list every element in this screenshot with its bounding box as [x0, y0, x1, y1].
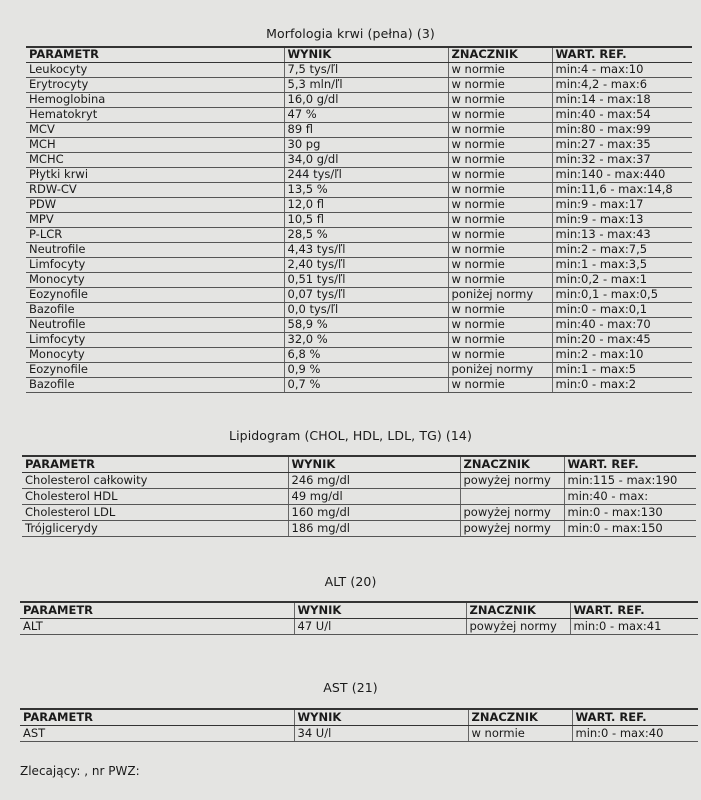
cell-param: MCV	[26, 122, 284, 137]
cell-ref: min:1 - max:3,5	[552, 257, 692, 272]
cell-ref: min:115 - max:190	[564, 472, 696, 488]
table-row	[26, 287, 692, 302]
column-header-flag: ZNACZNIK	[448, 47, 552, 62]
cell-flag: w normie	[448, 197, 552, 212]
cell-ref: min:1 - max:5	[552, 362, 692, 377]
cell-ref: min:32 - max:37	[552, 152, 692, 167]
cell-result: 244 tys/ľl	[284, 167, 448, 182]
table-row	[26, 62, 692, 77]
cell-flag: w normie	[448, 107, 552, 122]
cell-ref: min:0,1 - max:0,5	[552, 287, 692, 302]
cell-ref: min:40 - max:54	[552, 107, 692, 122]
cell-flag: w normie	[448, 212, 552, 227]
cell-param: Limfocyty	[26, 257, 284, 272]
column-header-param: PARAMETR	[20, 602, 294, 618]
cell-param: Bazofile	[26, 302, 284, 317]
cell-flag: powyżej normy	[460, 504, 564, 520]
cell-flag: w normie	[448, 122, 552, 137]
cell-param: MPV	[26, 212, 284, 227]
cell-param: Eozynofile	[26, 362, 284, 377]
cell-flag: w normie	[448, 167, 552, 182]
cell-result: 28,5 %	[284, 227, 448, 242]
cell-param: Leukocyty	[26, 62, 284, 77]
cell-param: ALT	[20, 618, 294, 634]
cell-result: 89 fl	[284, 122, 448, 137]
cell-param: Płytki krwi	[26, 167, 284, 182]
ordering-physician: Zlecający: , nr PWZ:	[20, 764, 140, 778]
cell-ref: min:0,2 - max:1	[552, 272, 692, 287]
table-header-row	[20, 602, 698, 618]
section-title: Morfologia krwi (pełna) (3)	[266, 26, 435, 41]
cell-param: Cholesterol LDL	[22, 504, 288, 520]
cell-param: RDW-CV	[26, 182, 284, 197]
cell-ref: min:2 - max:7,5	[552, 242, 692, 257]
cell-flag: w normie	[448, 272, 552, 287]
table-row	[26, 182, 692, 197]
cell-param: Monocyty	[26, 272, 284, 287]
table-row	[26, 77, 692, 92]
cell-result: 47 %	[284, 107, 448, 122]
cell-result: 5,3 mln/ľl	[284, 77, 448, 92]
cell-flag: w normie	[468, 725, 572, 741]
cell-ref: min:0 - max:2	[552, 377, 692, 392]
cell-result: 47 U/l	[294, 618, 466, 634]
column-header-ref: WART. REF.	[572, 709, 698, 725]
column-header-ref: WART. REF.	[564, 456, 696, 472]
table-header-row	[22, 456, 696, 472]
cell-param: Neutrofile	[26, 242, 284, 257]
table-row	[20, 618, 698, 634]
cell-ref: min:0 - max:40	[572, 725, 698, 741]
cell-result: 34,0 g/dl	[284, 152, 448, 167]
cell-flag: w normie	[448, 77, 552, 92]
cell-ref: min:9 - max:17	[552, 197, 692, 212]
column-header-flag: ZNACZNIK	[460, 456, 564, 472]
cell-result: 4,43 tys/ľl	[284, 242, 448, 257]
table-row	[26, 122, 692, 137]
cell-flag: w normie	[448, 92, 552, 107]
table-row	[26, 167, 692, 182]
column-header-ref: WART. REF.	[552, 47, 692, 62]
cell-flag: w normie	[448, 347, 552, 362]
cell-result: 10,5 fl	[284, 212, 448, 227]
cell-param: Hemoglobina	[26, 92, 284, 107]
cell-flag: powyżej normy	[460, 520, 564, 536]
cell-result: 246 mg/dl	[288, 472, 460, 488]
cell-flag: w normie	[448, 227, 552, 242]
cell-result: 6,8 %	[284, 347, 448, 362]
cell-flag: w normie	[448, 62, 552, 77]
table-row	[26, 302, 692, 317]
cell-ref: min:0 - max:0,1	[552, 302, 692, 317]
cell-result: 16,0 g/dl	[284, 92, 448, 107]
table-row	[20, 725, 698, 741]
cell-result: 13,5 %	[284, 182, 448, 197]
cell-flag: w normie	[448, 302, 552, 317]
cell-result: 0,51 tys/ľl	[284, 272, 448, 287]
column-header-result: WYNIK	[288, 456, 460, 472]
cell-param: Bazofile	[26, 377, 284, 392]
cell-result: 49 mg/dl	[288, 488, 460, 504]
cell-ref: min:2 - max:10	[552, 347, 692, 362]
cell-result: 7,5 tys/ľl	[284, 62, 448, 77]
cell-param: Monocyty	[26, 347, 284, 362]
table-row	[26, 227, 692, 242]
cell-ref: min:27 - max:35	[552, 137, 692, 152]
cell-flag: w normie	[448, 137, 552, 152]
cell-param: Erytrocyty	[26, 77, 284, 92]
column-header-result: WYNIK	[294, 602, 466, 618]
cell-flag: w normie	[448, 242, 552, 257]
section-title: AST (21)	[323, 680, 378, 695]
cell-result: 58,9 %	[284, 317, 448, 332]
cell-result: 2,40 tys/ľl	[284, 257, 448, 272]
table-row	[22, 472, 696, 488]
table-row	[22, 504, 696, 520]
table-row	[26, 92, 692, 107]
table-row	[26, 332, 692, 347]
cell-flag: powyżej normy	[460, 472, 564, 488]
table-row	[22, 488, 696, 504]
column-header-result: WYNIK	[294, 709, 468, 725]
column-header-flag: ZNACZNIK	[466, 602, 570, 618]
cell-ref: min:20 - max:45	[552, 332, 692, 347]
table-row	[26, 197, 692, 212]
table-row	[26, 377, 692, 392]
cell-flag: w normie	[448, 257, 552, 272]
cell-result: 0,0 tys/ľl	[284, 302, 448, 317]
cell-result: 160 mg/dl	[288, 504, 460, 520]
table-row	[26, 347, 692, 362]
table-row	[26, 137, 692, 152]
table-row	[26, 107, 692, 122]
column-header-flag: ZNACZNIK	[468, 709, 572, 725]
cell-param: Trójglicerydy	[22, 520, 288, 536]
cell-ref: min:0 - max:41	[570, 618, 698, 634]
section-title: Lipidogram (CHOL, HDL, LDL, TG) (14)	[229, 428, 472, 443]
results-table-alt	[20, 601, 698, 635]
results-table-lipidogram	[22, 455, 696, 537]
table-row	[26, 257, 692, 272]
cell-flag: w normie	[448, 317, 552, 332]
cell-ref: min:11,6 - max:14,8	[552, 182, 692, 197]
table-row	[26, 242, 692, 257]
cell-param: AST	[20, 725, 294, 741]
cell-flag: w normie	[448, 332, 552, 347]
cell-flag: poniżej normy	[448, 362, 552, 377]
cell-param: Limfocyty	[26, 332, 284, 347]
results-table-ast	[20, 708, 698, 742]
cell-ref: min:9 - max:13	[552, 212, 692, 227]
cell-ref: min:13 - max:43	[552, 227, 692, 242]
cell-result: 30 pg	[284, 137, 448, 152]
table-row	[26, 317, 692, 332]
column-header-result: WYNIK	[284, 47, 448, 62]
cell-result: 0,07 tys/ľl	[284, 287, 448, 302]
column-header-param: PARAMETR	[26, 47, 284, 62]
cell-param: PDW	[26, 197, 284, 212]
cell-ref: min:40 - max:	[564, 488, 696, 504]
cell-param: Cholesterol HDL	[22, 488, 288, 504]
cell-flag: poniżej normy	[448, 287, 552, 302]
table-row	[22, 520, 696, 536]
cell-param: Eozynofile	[26, 287, 284, 302]
cell-param: Neutrofile	[26, 317, 284, 332]
cell-result: 186 mg/dl	[288, 520, 460, 536]
results-table-morfologia	[26, 46, 692, 393]
cell-flag: w normie	[448, 377, 552, 392]
cell-ref: min:80 - max:99	[552, 122, 692, 137]
cell-ref: min:0 - max:130	[564, 504, 696, 520]
cell-ref: min:4 - max:10	[552, 62, 692, 77]
cell-ref: min:14 - max:18	[552, 92, 692, 107]
cell-flag: w normie	[448, 152, 552, 167]
table-header-row	[20, 709, 698, 725]
table-row	[26, 272, 692, 287]
cell-result: 0,9 %	[284, 362, 448, 377]
cell-ref: min:4,2 - max:6	[552, 77, 692, 92]
cell-flag	[460, 488, 564, 504]
cell-ref: min:140 - max:440	[552, 167, 692, 182]
table-row	[26, 362, 692, 377]
cell-result: 12,0 fl	[284, 197, 448, 212]
column-header-param: PARAMETR	[20, 709, 294, 725]
cell-param: P-LCR	[26, 227, 284, 242]
table-row	[26, 212, 692, 227]
column-header-ref: WART. REF.	[570, 602, 698, 618]
column-header-param: PARAMETR	[22, 456, 288, 472]
cell-flag: powyżej normy	[466, 618, 570, 634]
cell-param: MCH	[26, 137, 284, 152]
cell-ref: min:0 - max:150	[564, 520, 696, 536]
section-title: ALT (20)	[324, 574, 377, 589]
cell-result: 32,0 %	[284, 332, 448, 347]
cell-ref: min:40 - max:70	[552, 317, 692, 332]
cell-flag: w normie	[448, 182, 552, 197]
cell-param: Cholesterol całkowity	[22, 472, 288, 488]
cell-param: Hematokryt	[26, 107, 284, 122]
table-row	[26, 152, 692, 167]
cell-param: MCHC	[26, 152, 284, 167]
cell-result: 0,7 %	[284, 377, 448, 392]
table-header-row	[26, 47, 692, 62]
cell-result: 34 U/l	[294, 725, 468, 741]
